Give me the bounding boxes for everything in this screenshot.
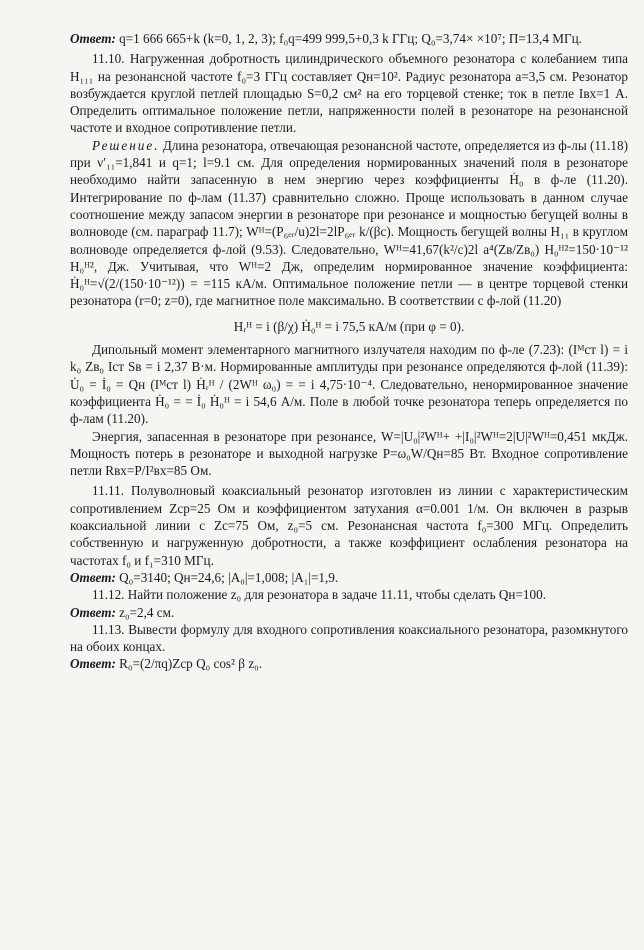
- solution-label: Решение.: [92, 137, 160, 153]
- answer-text: Q₀=3140; Qн=24,6; |A₀|=1,008; |A₁|=1,9.: [119, 569, 339, 585]
- answer-label: Ответ:: [70, 604, 116, 620]
- answer-label: Ответ:: [70, 656, 116, 672]
- solution-text: Длина резонатора, отвечающая резонансной частоте, определяется из ф-лы (11.18) при ν′₁₁=1,841 и q=1; l=9.1 см. Для определения нормированных значений поля в резонаторе необходимо найти запасенную в нем энергию через коэффициенты Ḣ₀ в ф-ле (11.20). Интегрирование по ф-лам (11.37) сравнительно сложно. Проще использовать в данном случае соотношение между запасом энергии в резонаторе при резонансе и мощностью бегущей волны в волноводе (см. параграф 11.7); Wᴴ=(P₆ₑᵣ/u)2l=2lP₆ₑᵣ k/(βc). Мощность бегущей волны H₁₁ в круглом волноводе определяется ф-лой (9.53). Следовательно, Wᴴ=41,67(k²/c)2l a⁴(Zв/Zв₀) H₀ᴴ²=150·10⁻¹² H₀ᴴ², Дж. Учитывая, что Wᴴ=2 Дж, определим нормированное значение коэффициента: Ḣ₀ᴴ=√(2/(150·10⁻¹²)) = =115 кА/м. Оптимальное положение петли — в центре торцевой стенки резонатора (r=0; z=0), где магнитное поле максимально. В соответствии с ф-лой (11.20): [70, 137, 629, 309]
- answer-label: Ответ:: [70, 31, 116, 46]
- problem-11-10: 11.10. Нагруженная добротность цилиндрического объемного резонатора с колебанием типа H₁₁₁ на резонансной частоте f₀=3 ГГц составляет Qн=10². Радиус резонатора a=3,5 см. Резонатор возбуждается круглой петлей площадью S=0,2 см² на его торцевой стенке; ток в петле Iвх=1 А. Определить оптимальное положение петли, напряженности полей в резонаторе на резонансной частоте и входное сопротивление петли.: [70, 51, 628, 136]
- problem-11-13: 11.13. Вывести формулу для входного сопротивления коаксиального резонатора, разомкнутого на обоих концах.: [70, 621, 628, 655]
- paragraph-energy: Энергия, запасенная в резонаторе при резонансе, W=|U₀|²Wᴴ+ +|I₀|²Wᴴ=2|U|²Wᴴ=0,451 мкДж. Мощность потерь в резонаторе и выходной нагрузке P=ω₀W/Qн=85 Вт. Входное сопротивление петли Rвх=P/I²вх=85 Ом.: [70, 428, 628, 479]
- paragraph-dipole-moment: Дипольный момент элементарного магнитного излучателя находим по ф-ле (7.23): (Iᴹст l) = i k₀ Zв₀ Iст Sв = i 2,37 В·м. Нормированные амплитуды при резонансе определяются ф-лой (11.39): U̇₀ = İ₀ = Qн (Iᴹст l) Ḣᵣᴴ / (2Wᴴ ω₀) = = i 4,75·10⁻⁴. Следовательно, ненормированное значение коэффициента Ḣ₀ = = İ₀ Ḣ₀ᴴ = i 54,6 А/м. Поле в любой точке резонатора теперь определяется по ф-лам (11.20).: [70, 342, 628, 427]
- solution-11-10: [70, 137, 628, 310]
- problem-11-12: 11.12. Найти положение z₀ для резонатора в задаче 11.11, чтобы сделать Qн=100.: [92, 587, 546, 603]
- answer-11-9: [70, 30, 628, 47]
- answer-11-13: [70, 655, 628, 672]
- answer-text: z₀=2,4 см.: [119, 604, 175, 620]
- problem-11-11: 11.11. Полуволновый коаксиальный резонатор изготовлен из линии с характеристическим сопротивлением Zср=25 Ом и коэффициентом затухания α=0.001 1/м. Он включен в разрыв коаксиальной линии с Zс=75 Ом, z₀=5 см. Резонансная частота f₀=300 МГц. Определить собственную и нагруженную добротности, а также коэффициент ослабления резонатора на частотах f₀ и f₁=310 МГц.: [70, 483, 628, 568]
- answer-11-12: [70, 604, 628, 621]
- answer-label: Ответ:: [70, 569, 116, 585]
- answer-text: R₀=(2/πq)Zср Q₀ cos² β z₀.: [119, 656, 263, 672]
- equation-hr: Hᵣᴴ = i (β/χ) Ḣ₀ᴴ = i 75,5 кА/м (при φ = 0).: [233, 318, 465, 334]
- answer-text: q=1 666 665+k (k=0, 1, 2, 3); f₀q=499 999,5+0,3 k ГГц; Q₀=3,74× ×10⁷; П=13,4 МГц.: [119, 31, 582, 46]
- answer-11-11: [70, 569, 628, 586]
